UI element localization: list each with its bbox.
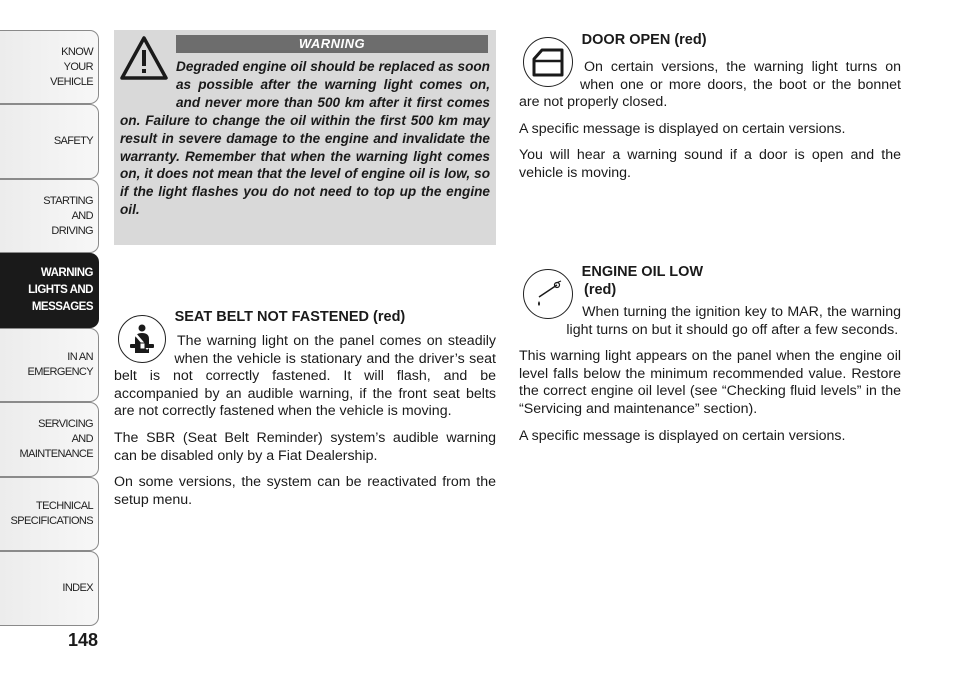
door-open-paragraph-3: You will hear a warning sound if a door is open and the vehicle is moving. [519,147,901,181]
engine-oil-low-paragraph-2: This warning light appears on the panel when the engine oil level falls below the minimum recommended value. Restore the correct engine oil level (see “Checking fluid levels” in the “Servicing and maintenance” section). [519,348,901,417]
seat-belt-paragraph-2: The SBR (Seat Belt Reminder) system’s audible warning can be disabled only by a Fiat Dealership. [114,429,496,464]
engine-oil-low-title-line-2: (red) [584,282,617,298]
door-open-title: DOOR OPEN (red) [581,32,707,48]
tab-technical-specifications[interactable]: TECHNICAL SPECIFICATIONS [0,477,99,551]
tab-servicing-and-maintenance[interactable]: SERVICING AND MAINTENANCE [0,402,99,477]
engine-oil-low-paragraph-3: A specific message is displayed on certain versions. [519,427,846,444]
seat-belt-paragraph-3: On some versions, the system can be reactivated from the setup menu. [114,474,496,508]
door-open-paragraph-1: On certain versions, the warning light turns on when one or more doors, the boot or the bonnet are not properly closed. [519,59,901,111]
tab-in-an-emergency[interactable]: IN AN EMERGENCY [0,328,99,402]
tab-starting-and-driving[interactable]: STARTING AND DRIVING [0,179,99,253]
seat-belt-section [114,308,496,518]
warning-text: Degraded engine oil should be replaced as soon as possible after the warning light comes on, and never more than 500 km after it first comes on. Failure to change the oil within the first 500 km may result in severe damage to the engine and invalidate the warranty. Remember that when the warning light comes on, it does not mean that the level of engine oil is low, so if the light flashes you do not need to top up the engine oil. [120,59,490,218]
tab-safety[interactable]: SAFETY [0,104,99,179]
seat-belt-title: SEAT BELT NOT FASTENED (red) [174,309,406,325]
tab-warning-lights-and-messages[interactable]: WARNING LIGHTS AND MESSAGES [0,253,99,328]
door-open-icon [519,32,577,92]
engine-oil-low-paragraph-1: When turning the ignition key to MAR, the warning light turns on but it should go off after a few seconds. [566,304,901,338]
tab-index[interactable]: INDEX [0,551,99,626]
tab-know-your-vehicle[interactable]: KNOW YOUR VEHICLE [0,30,99,104]
engine-oil-low-title-line-1: ENGINE OIL LOW [581,264,704,280]
door-open-section [519,30,901,192]
oil-level-icon [519,264,577,324]
seat-belt-paragraph-1: The warning light on the panel comes on steadily when the vehicle is stationary and the driver’s seat belt is not correctly fastened. It will flash, and be accompanied by an audible warning, if the front seat belts are not correctly fastened when the vehicle is moving. [114,333,496,420]
engine-oil-low-section [519,262,901,454]
seat-belt-icon [114,310,170,368]
page-number: 148 [68,630,99,650]
door-open-paragraph-2: A specific message is displayed on certain versions. [519,120,846,137]
warning-box [114,30,496,245]
warning-header: WARNING [176,35,488,53]
